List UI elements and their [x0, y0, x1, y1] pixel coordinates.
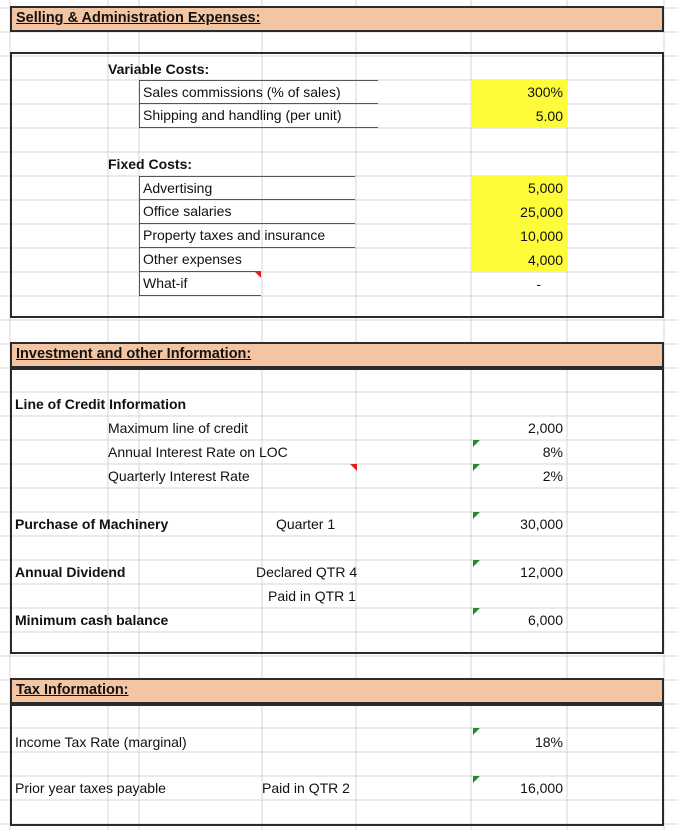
- section-header-investment[interactable]: [10, 342, 664, 368]
- tax-title: Tax Information:: [16, 682, 129, 698]
- prior-taxes-value[interactable]: 16,000: [520, 780, 563, 796]
- min-cash-value[interactable]: 6,000: [527, 612, 563, 628]
- selling-title: Selling & Administration Expenses:: [16, 10, 261, 26]
- dividend-note-paid[interactable]: Paid in QTR 1: [268, 588, 356, 604]
- fixed-value-other[interactable]: 4,000: [527, 252, 563, 268]
- fixed-label-property[interactable]: Property taxes and insurance: [139, 224, 355, 248]
- prior-taxes-label[interactable]: Prior year taxes payable: [15, 780, 166, 796]
- min-cash-label[interactable]: Minimum cash balance: [15, 612, 169, 628]
- fixed-label-other[interactable]: Other expenses: [139, 248, 261, 272]
- tax-box: [10, 704, 664, 826]
- fixed-value-whatif[interactable]: -: [536, 276, 541, 292]
- loc-value-max[interactable]: 2,000: [527, 420, 563, 436]
- dividend-label[interactable]: Annual Dividend: [15, 564, 126, 580]
- section-header-selling[interactable]: [10, 6, 664, 32]
- comment-indicator-icon[interactable]: [350, 464, 357, 471]
- variable-value-commissions[interactable]: 300%: [527, 84, 563, 100]
- machinery-label[interactable]: Purchase of Machinery: [15, 516, 169, 532]
- machinery-note[interactable]: Quarter 1: [276, 516, 336, 532]
- fixed-value-office[interactable]: 25,000: [520, 204, 563, 220]
- loc-value-annual[interactable]: 8%: [542, 444, 563, 460]
- fixed-label-whatif[interactable]: What-if: [139, 272, 261, 296]
- variable-value-shipping[interactable]: 5.00: [535, 108, 563, 124]
- fixed-value-property[interactable]: 10,000: [520, 228, 563, 244]
- investment-title: Investment and other Information:: [16, 346, 252, 362]
- fixed-label-office[interactable]: Office salaries: [139, 200, 355, 224]
- variable-label-shipping[interactable]: Shipping and handling (per unit): [139, 104, 378, 128]
- loc-label-max[interactable]: Maximum line of credit: [108, 420, 249, 436]
- loc-value-quarterly[interactable]: 2%: [542, 468, 563, 484]
- variable-label-commissions[interactable]: Sales commissions (% of sales): [139, 80, 378, 104]
- income-tax-label[interactable]: Income Tax Rate (marginal): [15, 734, 187, 750]
- loc-label-annual[interactable]: Annual Interest Rate on LOC: [108, 444, 288, 460]
- variable-costs-title: Variable Costs:: [108, 61, 210, 77]
- prior-taxes-note[interactable]: Paid in QTR 2: [262, 780, 350, 796]
- machinery-value[interactable]: 30,000: [520, 516, 563, 532]
- dividend-value[interactable]: 12,000: [520, 564, 563, 580]
- section-header-tax[interactable]: [10, 678, 664, 704]
- fixed-costs-title: Fixed Costs:: [108, 156, 193, 172]
- fixed-value-advertising[interactable]: 5,000: [527, 180, 563, 196]
- loc-label-quarterly[interactable]: Quarterly Interest Rate: [108, 468, 250, 484]
- comment-indicator-icon[interactable]: [254, 271, 261, 278]
- dividend-note-declared[interactable]: Declared QTR 4: [256, 564, 358, 580]
- loc-title: Line of Credit Information: [15, 396, 187, 412]
- income-tax-value[interactable]: 18%: [534, 734, 563, 750]
- fixed-label-advertising[interactable]: Advertising: [139, 176, 355, 200]
